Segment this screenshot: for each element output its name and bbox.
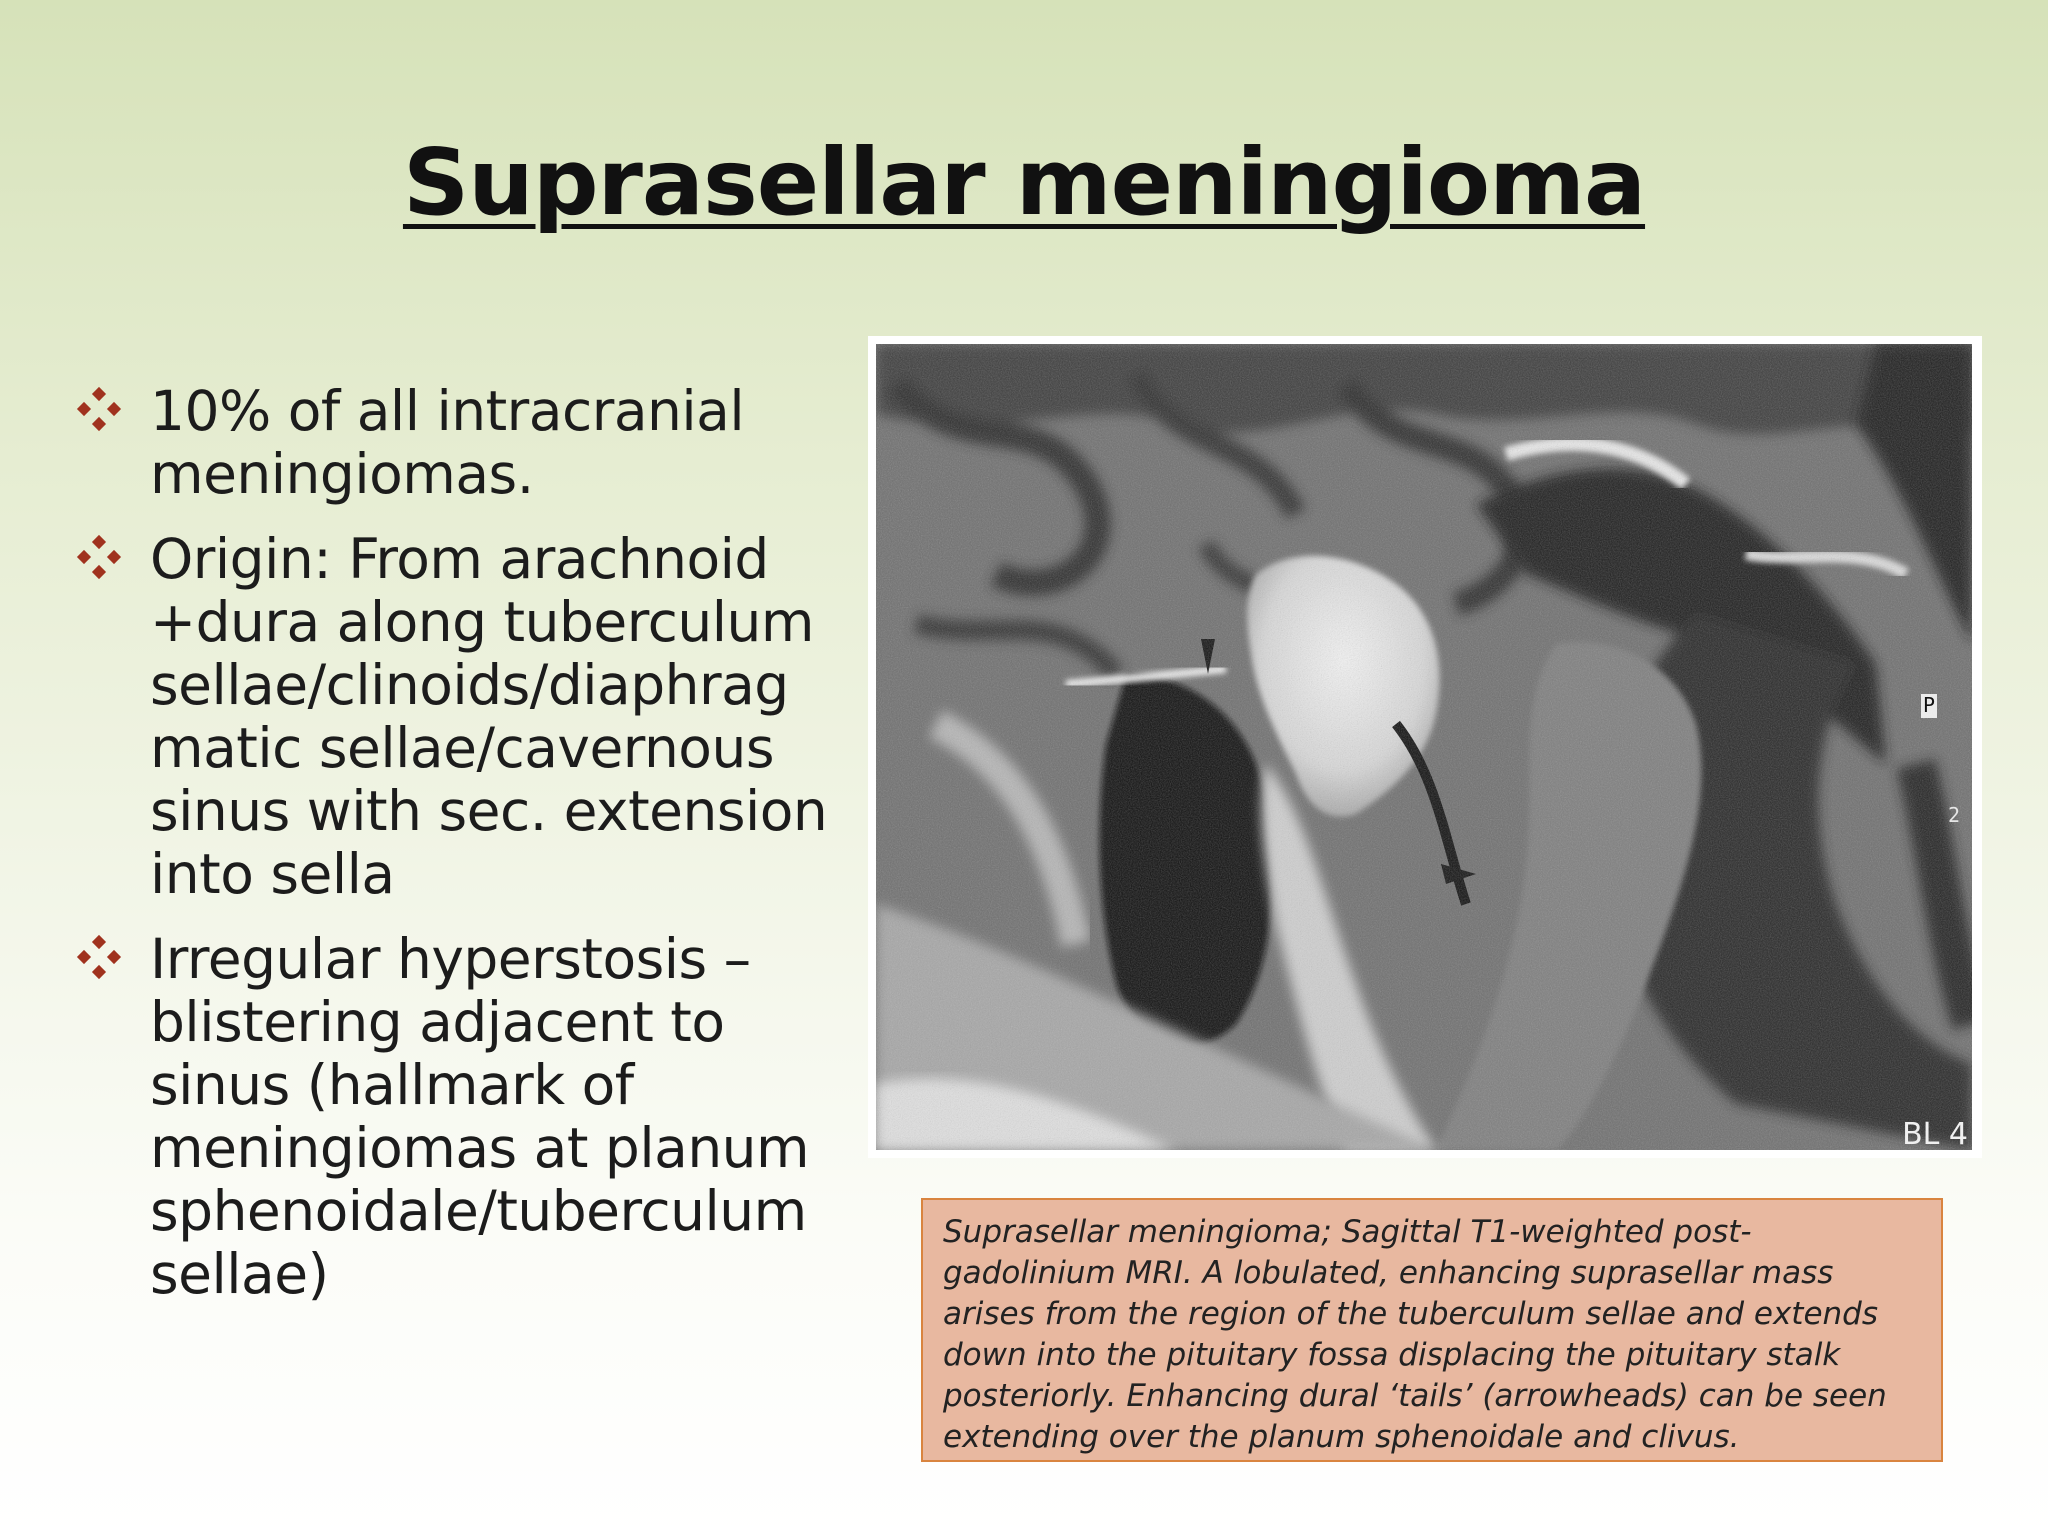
bullet-item (70, 380, 870, 506)
bullet-text: 10% of all intracranial meningiomas. (150, 379, 745, 506)
diamond-cluster-icon (76, 386, 122, 432)
bullet-text: Origin: From arachnoid +dura along tuberculum sellae/clinoids/diaphrag matic sellae/cavernous sinus with sec. extension into sella (150, 527, 828, 906)
mri-image-frame (868, 336, 1982, 1158)
bullet-item (70, 928, 870, 1306)
caption-box (921, 1198, 1943, 1462)
image-label-p: P (1922, 693, 1936, 717)
diamond-cluster-icon (76, 534, 122, 580)
bullet-list (70, 380, 870, 1328)
diamond-cluster-icon (76, 934, 122, 980)
image-label-corner: BL 4 (1902, 1117, 1968, 1150)
mri-image (876, 344, 1972, 1150)
bullet-text: Irregular hyperstosis – blistering adjacent to sinus (hallmark of meningiomas at planum sphenoidale/tuberculum sellae) (150, 927, 810, 1306)
bullet-item (70, 528, 870, 906)
slide-title: Suprasellar meningioma (402, 129, 1646, 236)
image-label-2: 2 (1947, 803, 1961, 827)
caption-text: Suprasellar meningioma; Sagittal T1-weighted post-gadolinium MRI. A lobulated, enhancing suprasellar mass arises from the region of the tuberculum sellae and extends down into the pituitary fossa displacing the pituitary stalk posteriorly. Enhancing dural ‘tails’ (arrowheads) can be seen extending over the planum sphenoidale and clivus. (943, 1214, 1887, 1455)
